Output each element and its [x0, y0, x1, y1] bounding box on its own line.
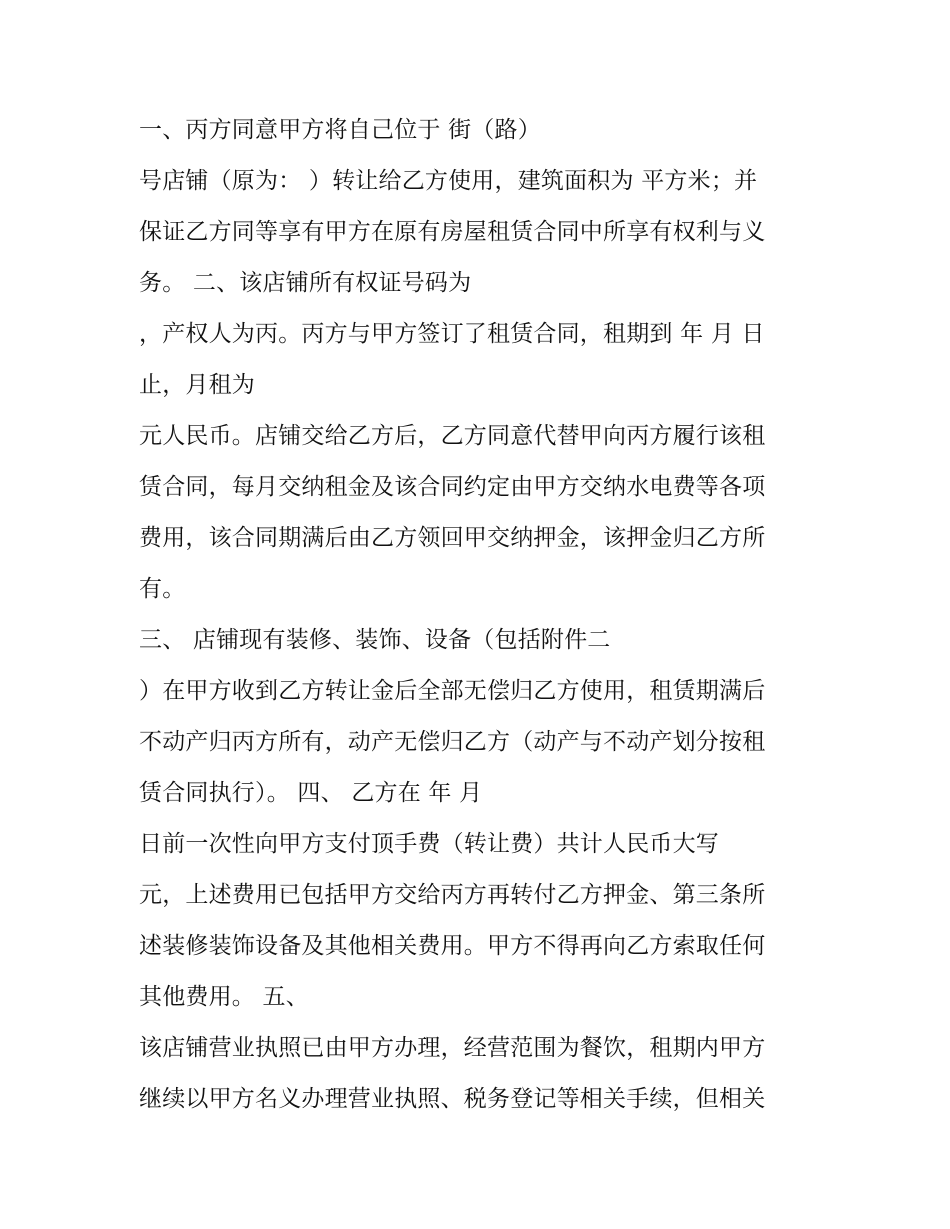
text-line: 赁合同执行）。 四、 乙方在 年 月: [139, 780, 483, 806]
text-line: 费用，该合同期满后由乙方领回甲交纳押金，该押金归乙方所: [139, 525, 766, 551]
text-line: 务。 二、该店铺所有权证号码为: [139, 270, 472, 296]
text-line: 元人民币。店铺交给乙方后，乙方同意代替甲向丙方履行该租: [139, 423, 766, 449]
text-line: 其他费用。 五、: [139, 984, 309, 1010]
text-line: ）在甲方收到乙方转让金后全部无偿归乙方使用，租赁期满后: [139, 678, 766, 704]
text-line: 赁合同，每月交纳租金及该合同约定由甲方交纳水电费等各项: [139, 474, 766, 500]
text-line: 有。: [139, 576, 186, 602]
text-line: ，产权人为丙。丙方与甲方签订了租赁合同，租期到 年 月 日: [139, 321, 765, 347]
text-line: 保证乙方同等享有甲方在原有房屋租赁合同中所享有权利与义: [139, 219, 766, 245]
text-line: 述装修装饰设备及其他相关费用。甲方不得再向乙方索取任何: [139, 933, 766, 959]
text-line: 止，月租为: [139, 372, 255, 398]
text-line: 一、丙方同意甲方将自己位于 街（路）: [139, 117, 541, 143]
text-line: 日前一次性向甲方支付顶手费（转让费）共计人民币大写: [139, 831, 719, 857]
text-line: 继续以甲方名义办理营业执照、税务登记等相关手续，但相关: [139, 1086, 766, 1112]
text-line: 三、 店铺现有装修、装饰、设备（包括附件二: [139, 627, 611, 653]
text-line: 号店铺（原为： ）转让给乙方使用，建筑面积为 平方米；并: [139, 168, 758, 194]
text-line: 元，上述费用已包括甲方交给丙方再转付乙方押金、第三条所: [139, 882, 766, 908]
text-line: 该店铺营业执照已由甲方办理，经营范围为餐饮，租期内甲方: [139, 1035, 766, 1061]
text-line: 不动产归丙方所有，动产无偿归乙方（动产与不动产划分按租: [139, 729, 766, 755]
